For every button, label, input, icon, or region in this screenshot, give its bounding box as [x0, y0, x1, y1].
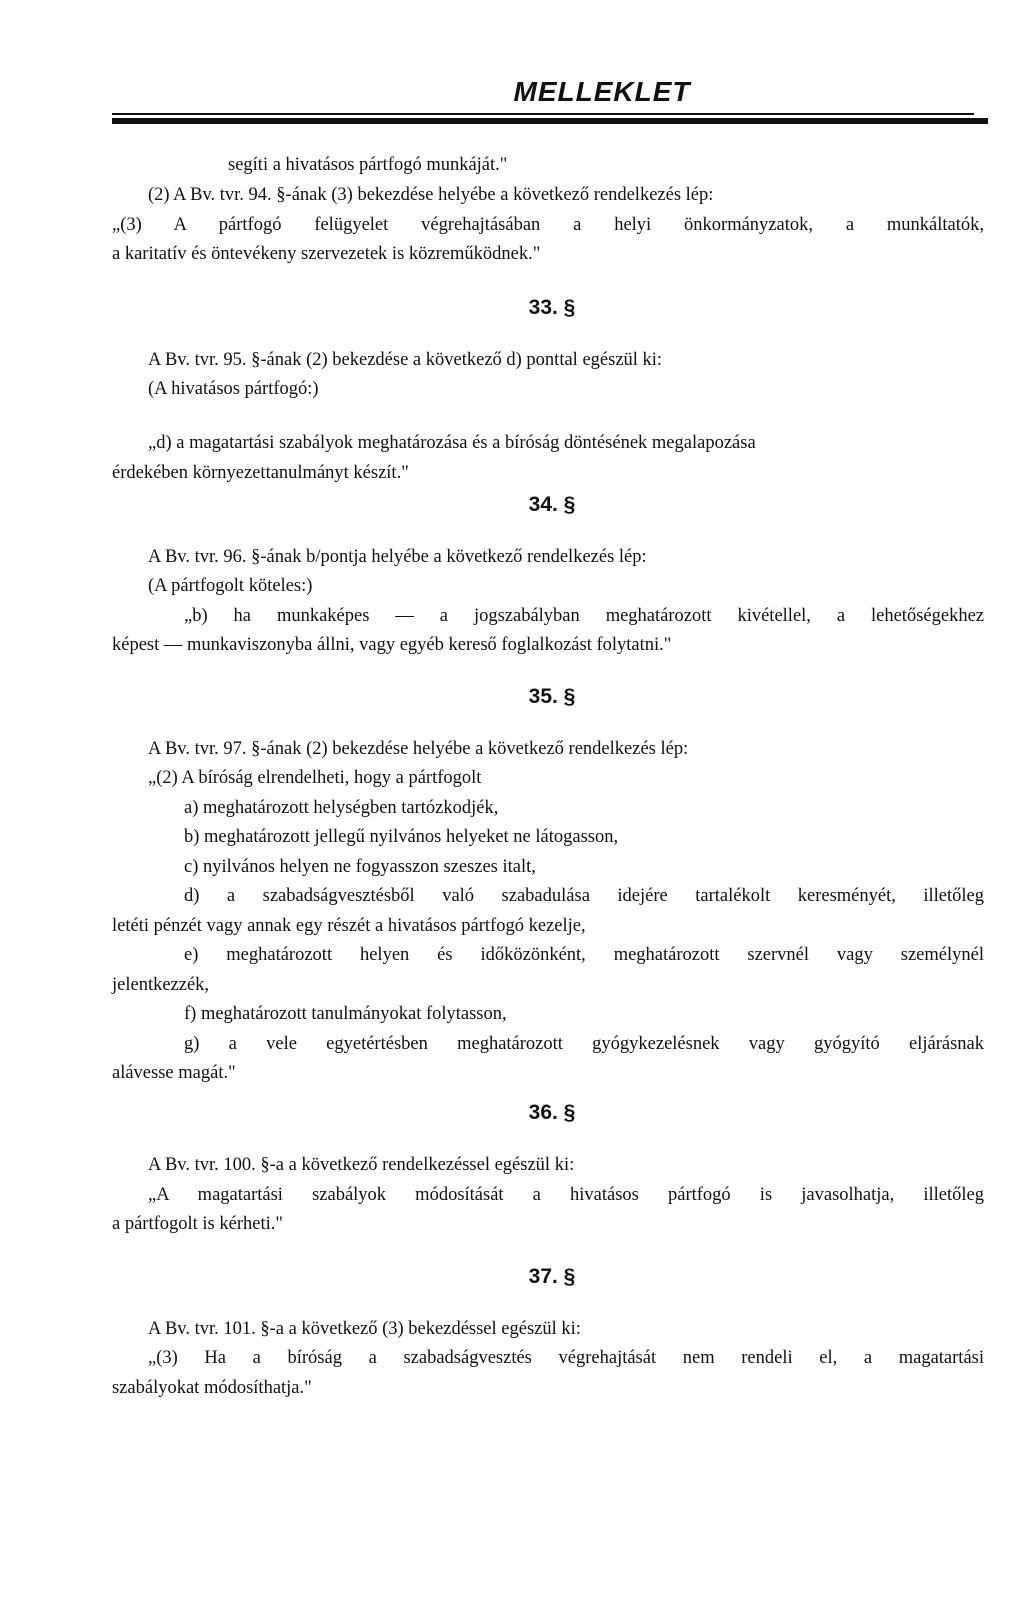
text-line: c) nyilvános helyen ne fogyasszon szeszes italt,: [184, 857, 536, 877]
text-line: „A magatartási szabályok módosítását a hivatásos pártfogó is javasolhatja, illetőleg: [148, 1185, 984, 1205]
text-line: letéti pénzét vagy annak egy részét a hivatásos pártfogó kezelje,: [112, 916, 586, 936]
text-line: f) meghatározott tanulmányokat folytasson,: [184, 1004, 507, 1024]
section-heading: 37. §: [528, 1265, 576, 1288]
text-line: a karitatív és öntevékeny szervezetek is közreműködnek.": [112, 244, 541, 264]
text-line: alávesse magát.": [112, 1063, 236, 1083]
text-line: A Bv. tvr. 96. §-ának b/pontja helyébe a következő rendelkezés lép:: [148, 547, 647, 567]
text-line: képest — munkaviszonyba állni, vagy egyéb kereső foglalkozást folytatni.": [112, 635, 672, 655]
text-line: d) a szabadságvesztésből való szabadulása idejére tartalékolt keresményét, illetőleg: [184, 886, 984, 906]
text-line: a pártfogolt is kérheti.": [112, 1214, 283, 1234]
text-line: b) meghatározott jellegű nyilvános helyeket ne látogasson,: [184, 827, 619, 847]
header-title: MELLEKLET: [513, 76, 691, 107]
text-line: (A pártfogolt köteles:): [148, 576, 313, 596]
text-line: segíti a hivatásos pártfogó munkáját.": [228, 155, 508, 175]
text-line: a) meghatározott helységben tartózkodjék,: [184, 798, 499, 818]
text-line: „d) a magatartási szabályok meghatározása és a bíróság döntésének megalapozása: [148, 433, 756, 453]
text-line: érdekében környezettanulmányt készít.": [112, 463, 409, 483]
text-line: A Bv. tvr. 101. §-a a következő (3) bekezdéssel egészül ki:: [148, 1319, 581, 1339]
section-heading: 36. §: [528, 1101, 576, 1124]
text-line: A Bv. tvr. 100. §-a a következő rendelkezéssel egészül ki:: [148, 1155, 575, 1175]
text-line: „(3) Ha a bíróság a szabadságvesztés végrehajtását nem rendeli el, a magatartási: [148, 1348, 984, 1368]
text-line: jelentkezzék,: [112, 975, 210, 995]
text-line: „(2) A bíróság elrendelheti, hogy a pártfogolt: [148, 768, 482, 788]
header-rule-thick: [112, 118, 988, 124]
text-line: (A hivatásos pártfogó:): [148, 379, 319, 399]
section-heading: 33. §: [528, 296, 576, 319]
text-line: A Bv. tvr. 97. §-ának (2) bekezdése helyébe a következő rendelkezés lép:: [148, 739, 689, 759]
text-line: szabályokat módosíthatja.": [112, 1378, 312, 1398]
text-line: (2) A Bv. tvr. 94. §-ának (3) bekezdése helyébe a következő rendelkezés lép:: [148, 185, 714, 205]
header-rule-thin: [112, 113, 974, 115]
text-line: A Bv. tvr. 95. §-ának (2) bekezdése a következő d) ponttal egészül ki:: [148, 350, 663, 370]
text-line: e) meghatározott helyen és időközönként, meghatározott szervnél vagy személynél: [184, 945, 984, 965]
section-heading: 34. §: [528, 493, 576, 516]
text-line: „(3) A pártfogó felügyelet végrehajtásában a helyi önkormányzatok, a munkáltatók,: [112, 215, 984, 235]
text-line: g) a vele egyetértésben meghatározott gyógykezelésnek vagy gyógyító eljárásnak: [184, 1034, 984, 1054]
section-heading: 35. §: [528, 685, 576, 708]
text-line: „b) ha munkaképes — a jogszabályban meghatározott kivétellel, a lehetőségekhez: [184, 606, 984, 626]
